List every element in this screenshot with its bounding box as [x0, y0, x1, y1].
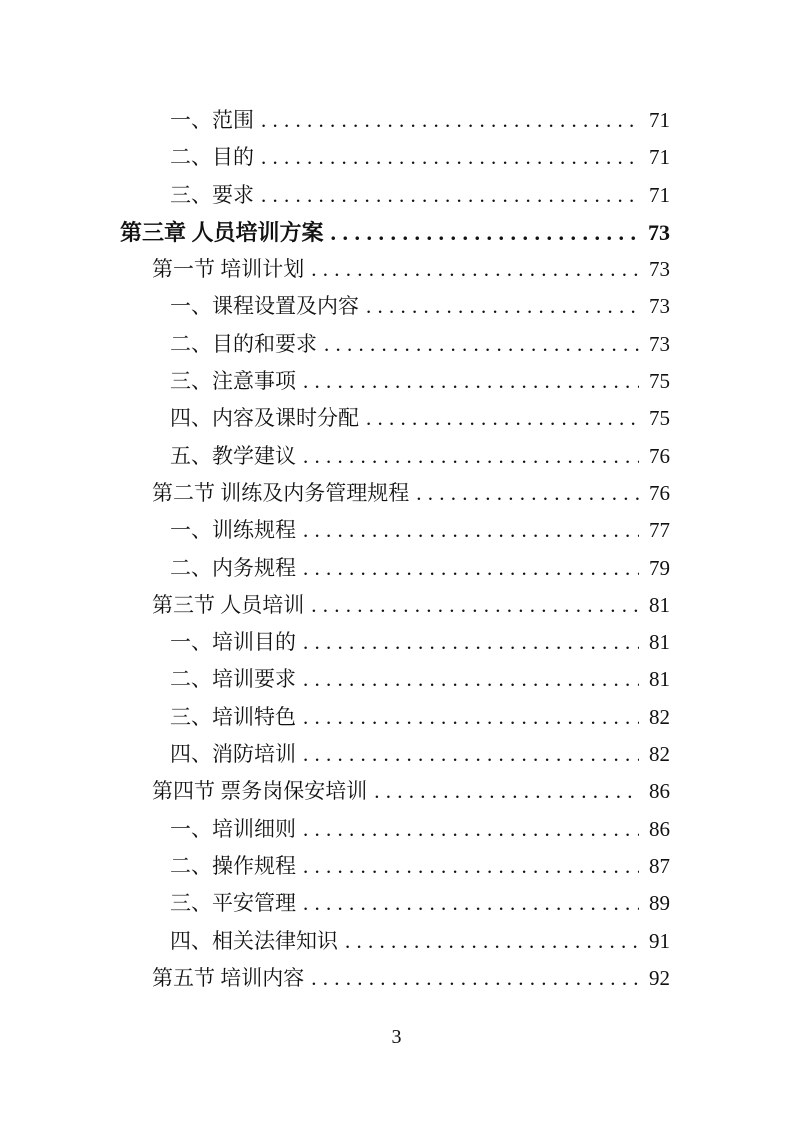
toc-entry-page-number: 71: [649, 182, 670, 207]
toc-dot-leader: [303, 438, 639, 475]
toc-entry-label: 一、培训细则: [170, 816, 296, 841]
toc-entry-label: 二、操作规程: [170, 853, 296, 878]
toc-entry-page-number: 81: [649, 630, 670, 655]
toc-entry-page-number: 82: [649, 742, 670, 767]
toc-entry: [120, 736, 670, 773]
toc-entry: [120, 923, 670, 960]
toc-entry: [120, 699, 670, 736]
toc-entry: [120, 177, 670, 214]
toc-entry-label: 一、训练规程: [170, 518, 296, 543]
toc-entry: [120, 512, 670, 549]
toc-entry-page-number: 73: [649, 294, 670, 319]
toc-entry: [120, 848, 670, 885]
toc-entry-page-number: 87: [649, 853, 670, 878]
toc-entry-label: 一、课程设置及内容: [170, 294, 359, 319]
toc-entry: [120, 550, 670, 587]
toc-entry-page-number: 76: [649, 480, 670, 505]
toc-entry-label: 三、注意事项: [170, 369, 296, 394]
toc-entry-page-number: 86: [649, 779, 670, 804]
toc-entry-page-number: 75: [649, 406, 670, 431]
toc-entry-label: 二、培训要求: [170, 667, 296, 692]
toc-entry: [120, 475, 670, 512]
toc-entry: [120, 885, 670, 922]
toc-dot-leader: [303, 661, 639, 698]
toc-entry: [120, 363, 670, 400]
toc-entry-page-number: 81: [649, 592, 670, 617]
toc-entry-label: 第一节 培训计划: [152, 257, 305, 282]
toc-entry: [120, 811, 670, 848]
toc-entry-page-number: 89: [649, 891, 670, 916]
toc-entry-label: 三、要求: [170, 182, 254, 207]
toc-dot-leader: [345, 923, 639, 960]
toc-entry-label: 五、教学建议: [170, 443, 296, 468]
toc-entry: [120, 214, 670, 251]
toc-dot-leader: [331, 214, 639, 251]
toc-entry-label: 第二节 训练及内务管理规程: [152, 480, 410, 505]
toc-dot-leader: [311, 587, 639, 624]
toc-entry: [120, 251, 670, 288]
toc-dot-leader: [366, 400, 639, 437]
toc-dot-leader: [261, 102, 639, 139]
toc-entry-page-number: 76: [649, 443, 670, 468]
toc-entry: [120, 960, 670, 997]
toc-entry-page-number: 73: [649, 331, 670, 356]
page-footer: [0, 1026, 793, 1049]
toc-dot-leader: [303, 885, 639, 922]
toc-dot-leader: [303, 811, 639, 848]
toc-entry: [120, 587, 670, 624]
toc-entry-page-number: 77: [649, 518, 670, 543]
toc-dot-leader: [303, 736, 639, 773]
toc-dot-leader: [416, 475, 639, 512]
toc-entry: [120, 139, 670, 176]
toc-entry-label: 一、范围: [170, 108, 254, 132]
toc-dot-leader: [303, 624, 639, 661]
toc-entry: [120, 102, 670, 139]
toc-dot-leader: [374, 773, 639, 810]
toc-entry-page-number: 73: [649, 257, 670, 282]
toc-entry-label: 第三章 人员培训方案: [120, 219, 324, 245]
toc-entry-label: 四、消防培训: [170, 742, 296, 767]
toc-entry-label: 三、培训特色: [170, 704, 296, 729]
toc-entry-label: 三、平安管理: [170, 891, 296, 916]
toc-entry: [120, 773, 670, 810]
toc-entry-label: 四、内容及课时分配: [170, 406, 359, 431]
toc-entry: [120, 624, 670, 661]
toc-dot-leader: [311, 960, 639, 997]
toc-dot-leader: [303, 363, 639, 400]
toc-dot-leader: [303, 699, 639, 736]
toc-entry: [120, 288, 670, 325]
toc-entry-label: 二、目的和要求: [170, 331, 317, 356]
toc-entry-page-number: 81: [649, 667, 670, 692]
toc-entry: [120, 400, 670, 437]
toc-dot-leader: [261, 139, 639, 176]
toc-dot-leader: [366, 288, 639, 325]
toc-entry: [120, 326, 670, 363]
toc-entry-label: 二、内务规程: [170, 555, 296, 580]
toc-entry-page-number: 75: [649, 369, 670, 394]
toc-entry-label: 二、目的: [170, 145, 254, 170]
toc-entry-page-number: 71: [649, 108, 670, 132]
toc-entry-label: 一、培训目的: [170, 630, 296, 655]
toc-entry-page-number: 79: [649, 555, 670, 580]
footer-page-number: 3: [391, 1026, 402, 1048]
toc-entry-label: 四、相关法律知识: [170, 928, 338, 953]
toc-entry: [120, 438, 670, 475]
toc-entry: [120, 661, 670, 698]
table-of-contents: [120, 102, 670, 997]
toc-entry-page-number: 71: [649, 145, 670, 170]
toc-dot-leader: [303, 848, 639, 885]
toc-entry-page-number: 73: [648, 219, 670, 245]
toc-dot-leader: [303, 512, 639, 549]
toc-entry-page-number: 82: [649, 704, 670, 729]
toc-entry-label: 第五节 培训内容: [152, 965, 305, 990]
toc-entry-label: 第三节 人员培训: [152, 592, 305, 617]
toc-entry-page-number: 92: [649, 965, 670, 990]
toc-dot-leader: [324, 326, 639, 363]
toc-entry-page-number: 86: [649, 816, 670, 841]
toc-dot-leader: [303, 550, 639, 587]
toc-entry-label: 第四节 票务岗保安培训: [152, 779, 368, 804]
toc-dot-leader: [311, 251, 639, 288]
toc-dot-leader: [261, 177, 639, 214]
toc-entry-page-number: 91: [649, 928, 670, 953]
